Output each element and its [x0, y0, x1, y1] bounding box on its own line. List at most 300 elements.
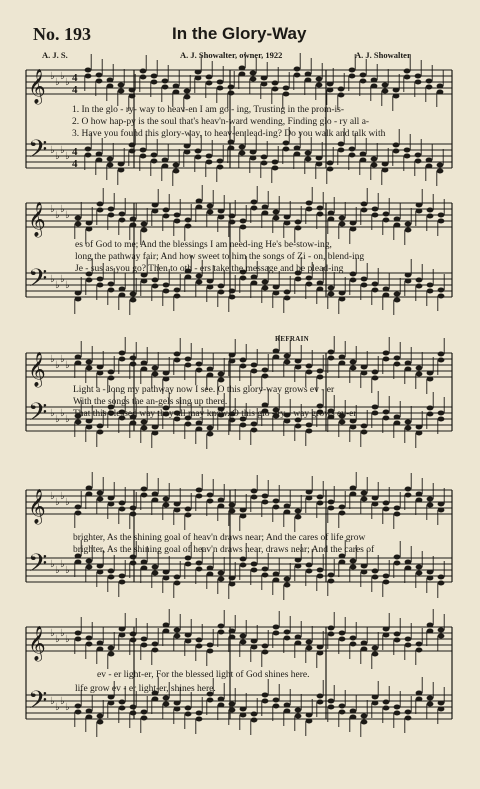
note-head [196, 274, 203, 279]
note-head [130, 555, 137, 560]
flat-icon: ♭ [60, 696, 65, 707]
note-head [130, 356, 137, 361]
note-head [438, 628, 445, 633]
note-head [185, 562, 192, 567]
note-head [196, 561, 203, 566]
note-head [240, 219, 247, 224]
note-head [119, 627, 126, 632]
note-head [251, 206, 258, 211]
note-head [97, 641, 104, 646]
note-head [97, 430, 104, 435]
note-head [284, 577, 291, 582]
note-head [383, 351, 390, 356]
note-head [163, 283, 170, 288]
note-head [415, 74, 422, 79]
time-signature: 4 [72, 72, 78, 84]
note-head [295, 365, 302, 370]
note-head [360, 152, 367, 157]
note-head [108, 282, 115, 287]
note-head [382, 162, 389, 167]
note-head [196, 711, 203, 716]
note-head [97, 202, 104, 207]
note-head [85, 74, 92, 79]
note-head [361, 564, 368, 569]
note-head [295, 509, 302, 514]
note-head [306, 276, 313, 281]
note-head [317, 281, 324, 286]
note-head [284, 636, 291, 641]
note-head [261, 76, 268, 81]
note-head [426, 158, 433, 163]
note-head [152, 284, 159, 289]
note-head [108, 575, 115, 580]
score-staves [26, 62, 452, 192]
note-head [196, 280, 203, 285]
note-head [361, 365, 368, 370]
note-head [262, 644, 269, 649]
note-head [416, 642, 423, 647]
note-head [284, 354, 291, 359]
note-head [328, 579, 335, 584]
flat-icon: ♭ [50, 408, 55, 419]
note-head [306, 201, 313, 206]
note-head [262, 368, 269, 373]
note-head [196, 644, 203, 649]
note-head [195, 70, 202, 75]
note-head [108, 370, 115, 375]
note-head [394, 705, 401, 710]
note-head [306, 429, 313, 434]
note-head [152, 565, 159, 570]
note-head [151, 80, 158, 85]
note-head [185, 507, 192, 512]
note-head [328, 350, 335, 355]
note-head [75, 355, 82, 360]
note-head [75, 291, 82, 296]
flat-icon: ♭ [60, 559, 65, 570]
note-head [75, 637, 82, 642]
note-head [130, 362, 137, 367]
note-head [328, 573, 335, 578]
note-head [75, 216, 82, 221]
note-head [427, 371, 434, 376]
note-head [394, 298, 401, 303]
note-head [338, 142, 345, 147]
note-head [196, 494, 203, 499]
note-head [250, 150, 257, 155]
note-head [284, 510, 291, 515]
note-head [141, 228, 148, 233]
note-head [339, 297, 346, 302]
note-head [140, 154, 147, 159]
note-head [130, 292, 137, 297]
hymn-number: No. 193 [33, 24, 91, 44]
note-head [250, 71, 257, 76]
note-head [273, 210, 280, 215]
note-head [107, 157, 114, 162]
note-head [306, 719, 313, 724]
note-head [383, 287, 390, 292]
treble-clef-icon: 𝄞 [28, 352, 46, 387]
note-head [405, 566, 412, 571]
lyric-line: brighter, As the shining goal of heav'n draws near; And the cares of life grow [73, 533, 366, 543]
bass-clef-icon: 𝄢 [28, 398, 48, 433]
note-head [317, 651, 324, 656]
note-head [240, 358, 247, 363]
note-head [207, 204, 214, 209]
flat-icon: ♭ [65, 280, 70, 291]
note-head [295, 635, 302, 640]
note-head [207, 499, 214, 504]
note-head [405, 643, 412, 648]
note-head [438, 508, 445, 513]
note-head [372, 213, 379, 218]
note-head [130, 223, 137, 228]
note-head [152, 209, 159, 214]
note-head [196, 488, 203, 493]
note-head [383, 580, 390, 585]
note-head [85, 68, 92, 73]
note-head [295, 515, 302, 520]
time-signature: 4 [72, 84, 78, 96]
note-head [85, 147, 92, 152]
note-head [152, 648, 159, 653]
flat-icon: ♭ [50, 491, 55, 502]
note-head [317, 694, 324, 699]
note-head [97, 365, 104, 370]
note-head [196, 362, 203, 367]
note-head [152, 425, 159, 430]
note-head [185, 363, 192, 368]
note-head [75, 361, 82, 366]
note-head [383, 700, 390, 705]
note-head [361, 497, 368, 502]
note-head [96, 152, 103, 157]
note-head [206, 160, 213, 165]
note-head [438, 213, 445, 218]
note-head [162, 85, 169, 90]
note-head [163, 696, 170, 701]
note-head [317, 287, 324, 292]
note-head [416, 571, 423, 576]
note-head [140, 148, 147, 153]
note-head [196, 567, 203, 572]
note-head [251, 712, 258, 717]
note-head [426, 79, 433, 84]
note-head [383, 293, 390, 298]
note-head [427, 570, 434, 575]
note-head [185, 633, 192, 638]
note-head [240, 225, 247, 230]
flat-icon: ♭ [60, 204, 65, 215]
note-head [185, 224, 192, 229]
note-head [394, 632, 401, 637]
note-head [273, 285, 280, 290]
note-head [119, 700, 126, 705]
note-head [240, 640, 247, 645]
note-head [108, 376, 115, 381]
note-head [316, 83, 323, 88]
note-head [317, 700, 324, 705]
note-head [284, 630, 291, 635]
note-head [317, 212, 324, 217]
note-head [306, 496, 313, 501]
note-head [262, 500, 269, 505]
note-head [405, 560, 412, 565]
lyric-line: ev - er light-er, For the blessed light of God shines here. [97, 670, 310, 680]
note-head [305, 72, 312, 77]
note-head [75, 222, 82, 227]
note-head [130, 632, 137, 637]
note-head [141, 367, 148, 372]
note-head [306, 490, 313, 495]
note-head [294, 146, 301, 151]
note-head [294, 152, 301, 157]
flat-icon: ♭ [65, 634, 70, 645]
note-head [382, 83, 389, 88]
note-head [130, 298, 137, 303]
note-head [372, 376, 379, 381]
note-head [394, 711, 401, 716]
note-head [119, 574, 126, 579]
note-head [383, 501, 390, 506]
note-head [86, 709, 93, 714]
flat-icon: ♭ [65, 151, 70, 162]
note-head [251, 363, 258, 368]
note-head [426, 164, 433, 169]
note-head [196, 368, 203, 373]
note-head [394, 512, 401, 517]
note-head [217, 86, 224, 91]
note-head [437, 169, 444, 174]
note-head [262, 211, 269, 216]
note-head [86, 360, 93, 365]
flat-icon: ♭ [60, 491, 65, 502]
note-head [240, 634, 247, 639]
note-head [262, 205, 269, 210]
flat-icon: ♭ [55, 360, 60, 371]
note-head [217, 159, 224, 164]
note-head [394, 217, 401, 222]
note-head [130, 638, 137, 643]
note-head [294, 73, 301, 78]
credit-words: A. J. S. [42, 50, 68, 60]
note-head [251, 281, 258, 286]
note-head [372, 496, 379, 501]
note-head [383, 218, 390, 223]
lyric-line: 1. In the glo - ry- way to heav-en I am go - ing, Trusting in the prom-is- [72, 105, 345, 115]
note-head [404, 69, 411, 74]
note-head [141, 279, 148, 284]
treble-clef-icon: 𝄞 [28, 489, 46, 524]
note-head [394, 506, 401, 511]
bass-clef-icon: 𝄢 [28, 549, 48, 584]
note-head [174, 701, 181, 706]
note-head [163, 576, 170, 581]
note-head [86, 715, 93, 720]
note-head [75, 297, 82, 302]
note-head [339, 505, 346, 510]
note-head [338, 93, 345, 98]
note-head [251, 489, 258, 494]
flat-icon: ♭ [50, 274, 55, 285]
note-head [415, 80, 422, 85]
note-head [229, 582, 236, 587]
note-head [371, 163, 378, 168]
flat-icon: ♭ [55, 151, 60, 162]
note-head [405, 487, 412, 492]
note-head [261, 155, 268, 160]
note-head [75, 710, 82, 715]
note-head [217, 165, 224, 170]
credits-line [0, 50, 480, 62]
note-head [361, 647, 368, 652]
note-head [350, 366, 357, 371]
note-head [295, 277, 302, 282]
note-head [361, 277, 368, 282]
note-head [184, 95, 191, 100]
note-head [86, 366, 93, 371]
note-head [141, 560, 148, 565]
note-head [317, 645, 324, 650]
note-head [350, 565, 357, 570]
flat-icon: ♭ [55, 565, 60, 576]
note-head [339, 560, 346, 565]
note-head [284, 360, 291, 365]
note-head [207, 432, 214, 437]
note-head [196, 205, 203, 210]
note-head [350, 227, 357, 232]
note-head [141, 361, 148, 366]
note-head [261, 82, 268, 87]
note-head [119, 507, 126, 512]
note-head [284, 419, 291, 424]
note-head [328, 217, 335, 222]
note-head [152, 498, 159, 503]
note-head [97, 497, 104, 502]
note-head [163, 214, 170, 219]
note-head [75, 511, 82, 516]
note-head [372, 701, 379, 706]
note-head [174, 581, 181, 586]
flat-icon: ♭ [60, 145, 65, 156]
note-head [207, 279, 214, 284]
note-head [119, 351, 126, 356]
note-head [339, 361, 346, 366]
note-head [86, 642, 93, 647]
note-head [119, 287, 126, 292]
note-head [218, 504, 225, 509]
note-head [218, 290, 225, 295]
note-head [272, 160, 279, 165]
note-head [97, 714, 104, 719]
note-head [416, 372, 423, 377]
note-head [130, 705, 137, 710]
note-head [405, 426, 412, 431]
treble-clef-icon: 𝄞 [28, 626, 46, 661]
note-head [393, 149, 400, 154]
flat-icon: ♭ [55, 280, 60, 291]
note-head [130, 512, 137, 517]
note-head [262, 567, 269, 572]
lyric-line: es of God to me; And the blessings I am need-ing He's be-stow-ing, [75, 240, 332, 250]
bass-clef-icon: 𝄢 [28, 135, 48, 170]
note-head [119, 212, 126, 217]
note-head [294, 67, 301, 72]
note-head [97, 720, 104, 725]
note-head [206, 154, 213, 159]
note-head [328, 211, 335, 216]
note-head [383, 507, 390, 512]
note-head [350, 425, 357, 430]
note-head [317, 495, 324, 500]
note-head [416, 565, 423, 570]
note-head [75, 505, 82, 510]
note-head [284, 296, 291, 301]
note-head [86, 559, 93, 564]
flat-icon: ♭ [50, 145, 55, 156]
note-head [306, 207, 313, 212]
note-head [119, 633, 126, 638]
note-head [207, 373, 214, 378]
note-head [97, 491, 104, 496]
note-head [427, 289, 434, 294]
note-head [273, 631, 280, 636]
lyric-line: With the songs the an-gels sing up there. [73, 397, 228, 407]
note-head [218, 630, 225, 635]
note-head [306, 646, 313, 651]
note-head [437, 163, 444, 168]
note-head [207, 643, 214, 648]
note-head [393, 143, 400, 148]
note-head [97, 564, 104, 569]
note-head [163, 702, 170, 707]
note-head [273, 291, 280, 296]
note-head [140, 75, 147, 80]
note-head [416, 648, 423, 653]
note-head [228, 146, 235, 151]
note-head [394, 223, 401, 228]
note-head [207, 493, 214, 498]
note-head [151, 74, 158, 79]
note-head [283, 141, 290, 146]
note-head [306, 370, 313, 375]
note-head [272, 87, 279, 92]
note-head [141, 426, 148, 431]
note-head [152, 366, 159, 371]
lyric-line: long the pathway fair; And how sweet to him the songs of Zi - on, blend-ing [75, 252, 365, 262]
note-head [218, 697, 225, 702]
note-head [108, 701, 115, 706]
flat-icon: ♭ [60, 71, 65, 82]
note-head [350, 715, 357, 720]
note-head [141, 420, 148, 425]
note-head [272, 166, 279, 171]
note-head [273, 704, 280, 709]
note-head [328, 699, 335, 704]
note-head [383, 706, 390, 711]
note-head [405, 420, 412, 425]
note-head [427, 702, 434, 707]
note-head [141, 487, 148, 492]
note-head [196, 199, 203, 204]
note-head [218, 284, 225, 289]
note-head [86, 278, 93, 283]
note-head [195, 155, 202, 160]
note-head [174, 628, 181, 633]
note-head [152, 642, 159, 647]
note-head [108, 288, 115, 293]
